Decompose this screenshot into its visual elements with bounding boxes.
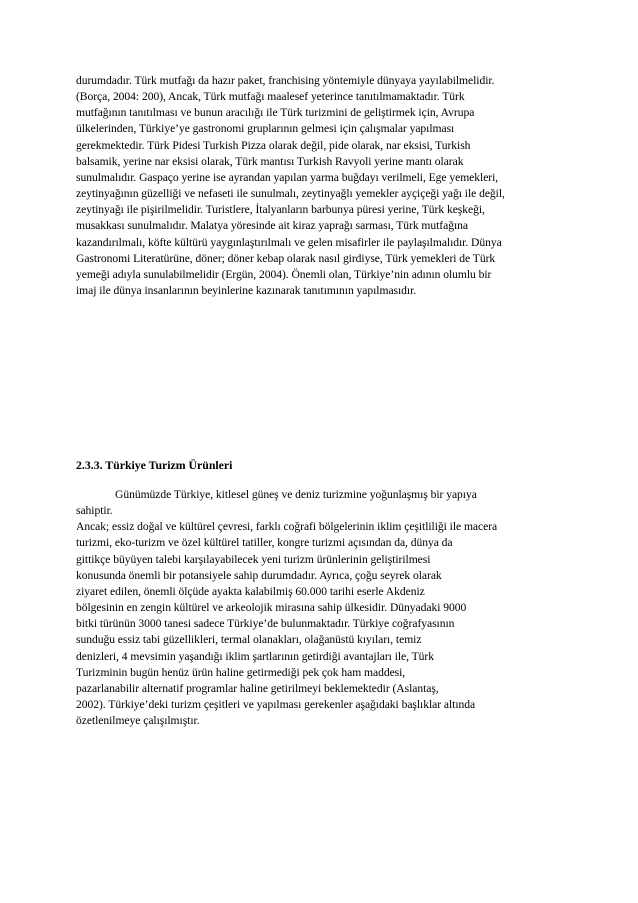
text-line: sunulmalıdır. Gaspaço yerine ise ayrandan yapılan yarma buğdayı verilmeli, Ege yemekleri, <box>76 170 499 184</box>
text-line: ziyaret edilen, önemli ölçüde ayakta kalabilmiş 60.000 tarihi eserle Akdeniz <box>76 584 425 598</box>
text-line: Turizminin bugün henüz ürün haline getirmediği pek çok ham maddesi, <box>76 665 406 679</box>
text-line: imaj ile dünya insanlarının beyinlerine kazınarak tanıtımının yapılmasıdır. <box>76 284 417 298</box>
text-line: balsamik, yerine nar eksisi olarak, Türk mantısı Turkish Ravyoli yerine mantı olarak <box>76 154 464 168</box>
text-line: ülkelerinden, Türkiye’ye gastronomi gruplarının gelmesi için çalışmalar yapılması <box>76 122 455 136</box>
text-line: bölgesinin en zengin kültürel ve arkeolojik mirasına sahip ülkesidir. Dünyadaki 9000 <box>76 601 467 615</box>
text-line: konusunda önemli bir potansiyele sahip durumdadır. Ayrıca, çoğu seyrek olarak <box>76 568 442 582</box>
text-line: (Borça, 2004: 200), Ancak, Türk mutfağı maalesef yeterince tanıtılmamaktadır. Türk <box>76 90 465 104</box>
text-line: kazandırılmalı, köfte kültürü yaygınlaştırılmalı ve gelen misafirler ile paylaşılmalıdır. Dünya <box>76 235 502 249</box>
text-line: mutfağının tanıtılması ve bunun aracılığı ile Türk turizmini de geliştirmek için, Avrupa <box>76 106 475 120</box>
text-line: gerekmektedir. Türk Pidesi Turkish Pizza olarak değil, pide olarak, nar eksisi, Turkish <box>76 138 471 152</box>
text-line: turizmi, eko-turizm ve özel kültürel tatiller, kongre turizmi açısından da, dünya da <box>76 536 453 550</box>
text-line: sahiptir. <box>76 504 113 518</box>
text-line: musakkası sunulmalıdır. Malatya yöresinde ait kiraz yaprağı sarması, Türk mutfağına <box>76 219 468 233</box>
text-line: gittikçe büyüyen talebi karşılayabilecek yeni turizm ürünlerinin geliştirilmesi <box>76 552 431 566</box>
text-line: özetlenilmeye çalışılmıştır. <box>76 714 200 728</box>
text-line: denizleri, 4 mevsimin yaşandığı iklim şartlarının getirdiği avantajları ile, Türk <box>76 649 434 663</box>
paragraph-turkish-cuisine <box>76 73 576 299</box>
text-line: Günümüzde Türkiye, kitlesel güneş ve deniz turizmine yoğunlaşmış bir yapıya <box>115 488 477 501</box>
section-heading: 2.3.3. Türkiye Turizm Ürünleri <box>76 458 233 472</box>
text-line: bitki türünün 3000 tanesi sadece Türkiye’de bulunmaktadır. Türkiye coğrafyasının <box>76 617 455 631</box>
text-line: yemeği adıyla sunulabilmelidir (Ergün, 2004). Önemli olan, Türkiye’nin adının olumlu bir <box>76 267 492 281</box>
paragraph-tourism-products <box>76 487 576 729</box>
text-line: zeytinyağı ile pişirilmelidir. Turistlere, İtalyanların barbunya püresi yerine, Türk keşkeği, <box>76 203 485 217</box>
text-line: 2002). Türkiye’deki turizm çeşitleri ve yapılması gerekenler aşağıdaki başlıklar altında <box>76 698 476 712</box>
text-line: Ancak; essiz doğal ve kültürel çevresi, farklı coğrafi bölgelerinin iklim çeşitliliği ile macera <box>76 520 498 534</box>
text-line: Gastronomi Literatürüne, döner; döner kebap olarak nasıl girdiyse, Türk yemekleri de Türk <box>76 251 496 265</box>
text-line: zeytinyağının güzelliği ve nefaseti ile sunulmalı, zeytinyağlı yemekler ayçiçeği yağı ile değil, <box>76 187 505 201</box>
text-line: sunduğu essiz tabi güzellikleri, termal olanakları, olağanüstü kıyıları, temiz <box>76 633 422 647</box>
text-line: pazarlanabilir alternatif programlar haline getirilmeyi beklemektedir (Aslantaş, <box>76 681 439 695</box>
text-line: durumdadır. Türk mutfağı da hazır paket, franchising yöntemiyle dünyaya yayılabilmelidir. <box>76 74 495 87</box>
